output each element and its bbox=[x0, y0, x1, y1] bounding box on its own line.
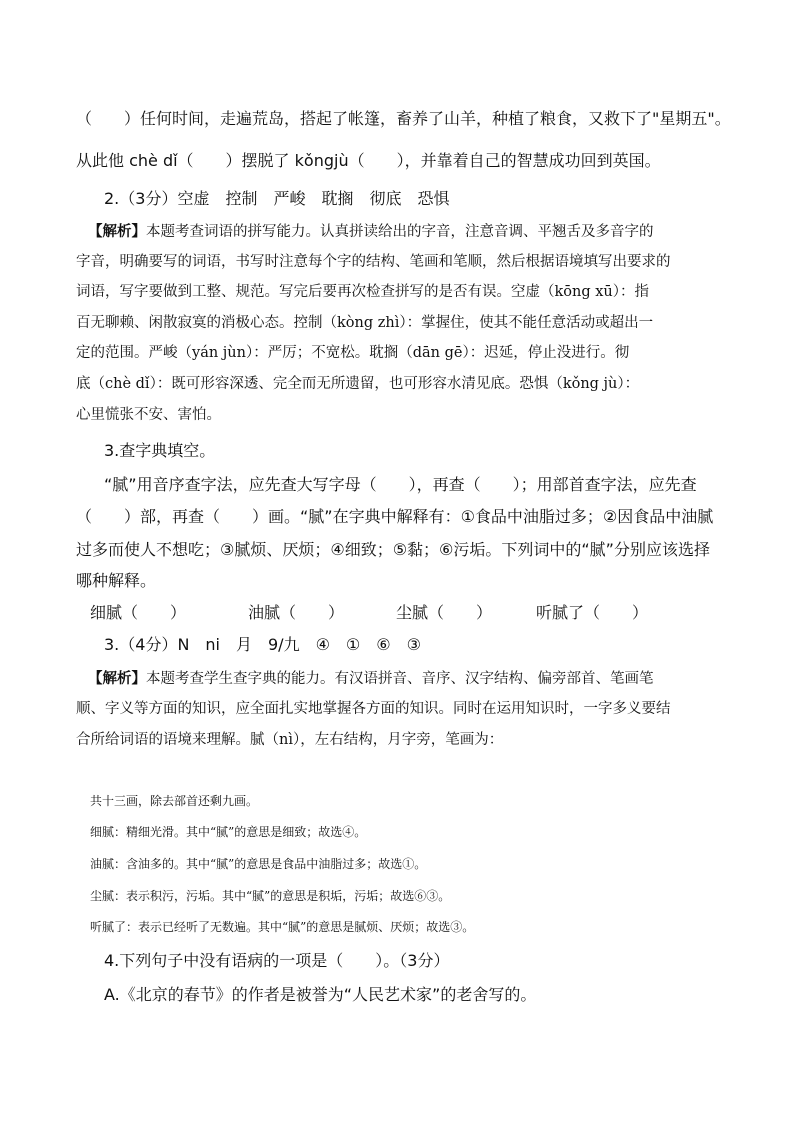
analysis-2-line-3: 词语，写字要做到工整、规范。写完后要再次检查拼写的是否有误。空虚（kōng xū）：指 bbox=[76, 284, 650, 300]
question-4-option-a: A.《北京的春节》的作者是被誉为“人民艺术家”的老舍写的。 bbox=[104, 985, 537, 1004]
word-blank: 听腻了（ ） bbox=[536, 603, 649, 622]
analysis-2-line-6: 底（chè dǐ）：既可形容深透、完全而无所遗留，也可形容水清见底。恐惧（kǒng jù）： bbox=[76, 376, 640, 392]
analysis-text: 本题考查学生查字典的能力。有汉语拼音、音序、汉字结构、偏旁部首、笔画笔 bbox=[146, 671, 654, 687]
analysis-3-line-2: 顺、字义等方面的知识，应全面扎实地掌握各方面的知识。同时在运用知识时，一字多义要结 bbox=[76, 701, 671, 717]
analysis-3-line-1 bbox=[88, 667, 654, 688]
analysis-2-line-1 bbox=[88, 220, 654, 241]
analysis-tag: 【解析】 bbox=[88, 223, 146, 240]
analysis-2-line-7: 心里慌张不安、害怕。 bbox=[76, 407, 221, 423]
word-blank: 细腻（ ） bbox=[90, 603, 187, 622]
q1-continuation-line-2: 从此他 chè dǐ（ ）摆脱了 kǒngjù（ ），并靠着自己的智慧成功回到英国。 bbox=[76, 151, 661, 170]
question-3-line-2: （ ）部，再查（ ）画。“腻”在字典中解释有：①食品中油脂过多；②因食品中油腻 bbox=[76, 507, 714, 526]
explain-line: 尘腻：表示积污，污垢。其中“腻”的意思是积垢，污垢；故选⑥③。 bbox=[90, 889, 451, 903]
analysis-2-line-2: 字音，明确要写的词语，书写时注意每个字的结构、笔画和笔顺，然后根据语境填写出要求的 bbox=[76, 254, 671, 270]
explain-line: 细腻：精细光滑。其中“腻”的意思是细致；故选④。 bbox=[90, 825, 367, 839]
question-3-line-1: “腻”用音序查字法，应先查大写字母（ ），再查（ ）；用部首查字法，应先查 bbox=[104, 475, 697, 494]
word-blank: 油腻（ ） bbox=[248, 603, 345, 622]
analysis-text: 本题考查词语的拼写能力。认真拼读给出的字音，注意音调、平翘舌及多音字的 bbox=[146, 224, 654, 240]
word-blank: 尘腻（ ） bbox=[396, 603, 493, 622]
stroke-note: 共十三画，除去部首还剩九画。 bbox=[90, 794, 259, 808]
analysis-3-line-3: 合所给词语的语境来理解。腻（nì），左右结构，月字旁，笔画为： bbox=[76, 732, 504, 748]
analysis-2-line-4: 百无聊赖、闲散寂寞的消极心态。控制（kòng zhì）：掌握住，使其不能任意活动或超出一 bbox=[76, 315, 654, 331]
question-3-line-3: 过多而使人不想吃；③腻烦、厌烦；④细致；⑤黏；⑥污垢。下列词中的“腻”分别应该选择 bbox=[76, 540, 710, 559]
analysis-tag: 【解析】 bbox=[88, 670, 146, 687]
question-3-title: 3.查字典填空。 bbox=[104, 441, 216, 460]
explain-line: 油腻：含油多的。其中“腻”的意思是食品中油脂过多；故选①。 bbox=[90, 857, 427, 871]
explain-line: 听腻了：表示已经听了无数遍。其中“腻”的意思是腻烦、厌烦；故选③。 bbox=[90, 920, 475, 934]
answer-3: 3.（4分）N ni 月 9/九 ④ ① ⑥ ③ bbox=[104, 635, 421, 654]
analysis-2-line-5: 定的范围。严峻（yán jùn）：严厉；不宽松。耽搁（dān gē）：迟延，停止没进行。彻 bbox=[76, 345, 630, 361]
q1-continuation-line-1: （ ）任何时间，走遍荒岛，搭起了帐篷，畜养了山羊，种植了粮食，又救下了"星期五"。 bbox=[76, 109, 731, 128]
answer-2: 2.（3分）空虚 控制 严峻 耽搁 彻底 恐惧 bbox=[104, 189, 450, 208]
question-3-line-4: 哪种解释。 bbox=[76, 571, 157, 590]
question-4-title: 4.下列句子中没有语病的一项是（ ）。（3分） bbox=[104, 951, 450, 970]
